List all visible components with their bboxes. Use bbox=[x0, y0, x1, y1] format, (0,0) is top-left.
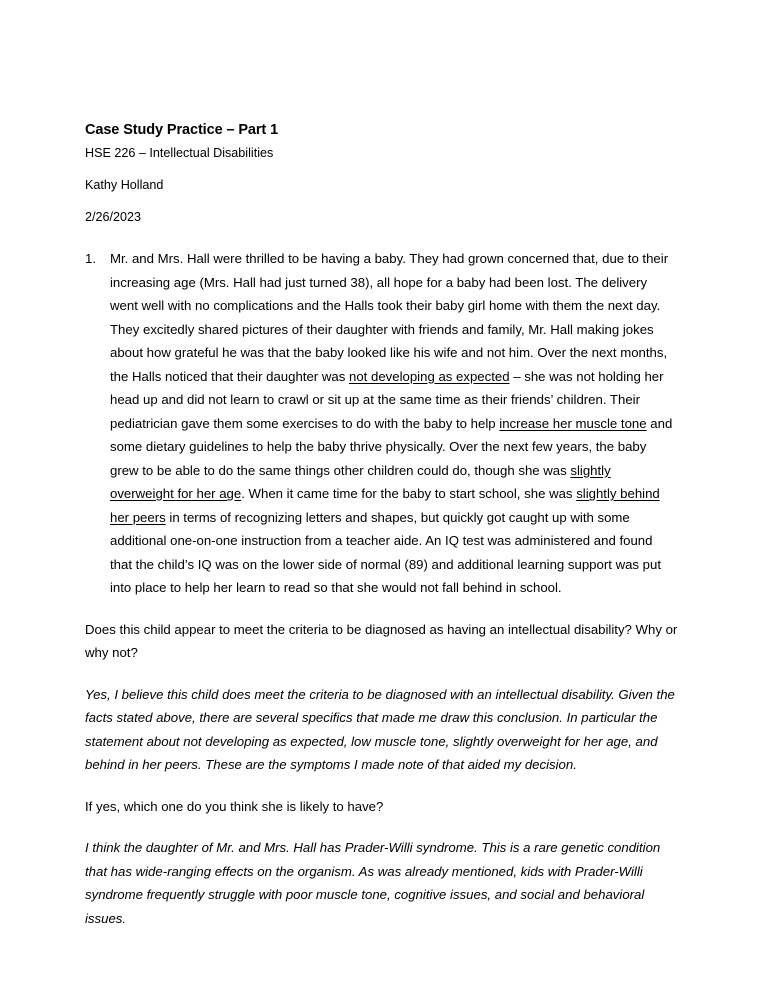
document-date: 2/26/2023 bbox=[85, 210, 142, 224]
document-body bbox=[85, 120, 678, 930]
case-study-text bbox=[110, 251, 672, 595]
answer-two: I think the daughter of Mr. and Mrs. Hall has Prader-Willi syndrome. This is a rare genetic condition that has wide-ranging effects on the organism. As was already mentioned, kids with Prader-Willi syndrome frequently struggle with poor muscle tone, cognitive issues, and social and behavioral issues. bbox=[85, 840, 661, 926]
page-title: Case Study Practice – Part 1 bbox=[85, 122, 279, 138]
underlined-phrase: slightly overweight for her age bbox=[110, 462, 611, 501]
body-text: in terms of recognizing letters and shapes, but quickly got caught up with some additional one-on-one instruction from a teacher aide. An IQ test was administered and found that the child’s IQ was on the lower side of normal (89) and additional learning support was put into place to help her learn to read so that she would not fall behind in school. bbox=[110, 509, 662, 595]
question-one: Does this child appear to meet the criteria to be diagnosed as having an intellectual disability? Why or why not? bbox=[85, 621, 678, 660]
body-text: – she was not holding her head up and did not learn to crawl or sit up at the same time as their friends’ children. Their pediatrician gave them some exercises to do with the baby to help bbox=[110, 368, 664, 431]
question-two: If yes, which one do you think she is likely to have? bbox=[85, 798, 384, 814]
underlined-phrase: slightly behind her peers bbox=[110, 486, 660, 525]
answer-one: Yes, I believe this child does meet the criteria to be diagnosed with an intellectual disability. Given the facts stated above, there are several specifics that made me draw this conclusion. In particular the statement about not developing as expected, low muscle tone, slightly overweight for her age, and behind in her peers. These are the symptoms I made note of that aided my decision. bbox=[85, 686, 675, 772]
list-item-marker: 1. bbox=[85, 251, 96, 266]
numbered-list bbox=[85, 247, 678, 600]
underlined-phrase: increase her muscle tone bbox=[499, 415, 647, 431]
course-subtitle: HSE 226 – Intellectual Disabilities bbox=[85, 146, 274, 160]
body-text: . When it came time for the baby to start school, she was bbox=[241, 486, 577, 501]
underlined-phrase: not developing as expected bbox=[348, 368, 510, 384]
list-item bbox=[85, 247, 678, 600]
author-name: Kathy Holland bbox=[85, 178, 164, 192]
body-text: Mr. and Mrs. Hall were thrilled to be having a baby. They had grown concerned that, due to their increasing age (Mrs. Hall had just turned 38), all hope for a baby had been lost. The delivery went well with no complications and the Halls took their baby girl home with them the next day. They excitedly shared pictures of their daughter with friends and family, Mr. Hall making jokes about how grateful he was that the baby looked like his wife and not him. Over the next months, the Halls noticed that their daughter was bbox=[110, 251, 669, 384]
body-text: and some dietary guidelines to help the baby thrive physically. Over the next few years, the baby grew to be able to do the same things other children could do, though she was bbox=[110, 415, 673, 478]
